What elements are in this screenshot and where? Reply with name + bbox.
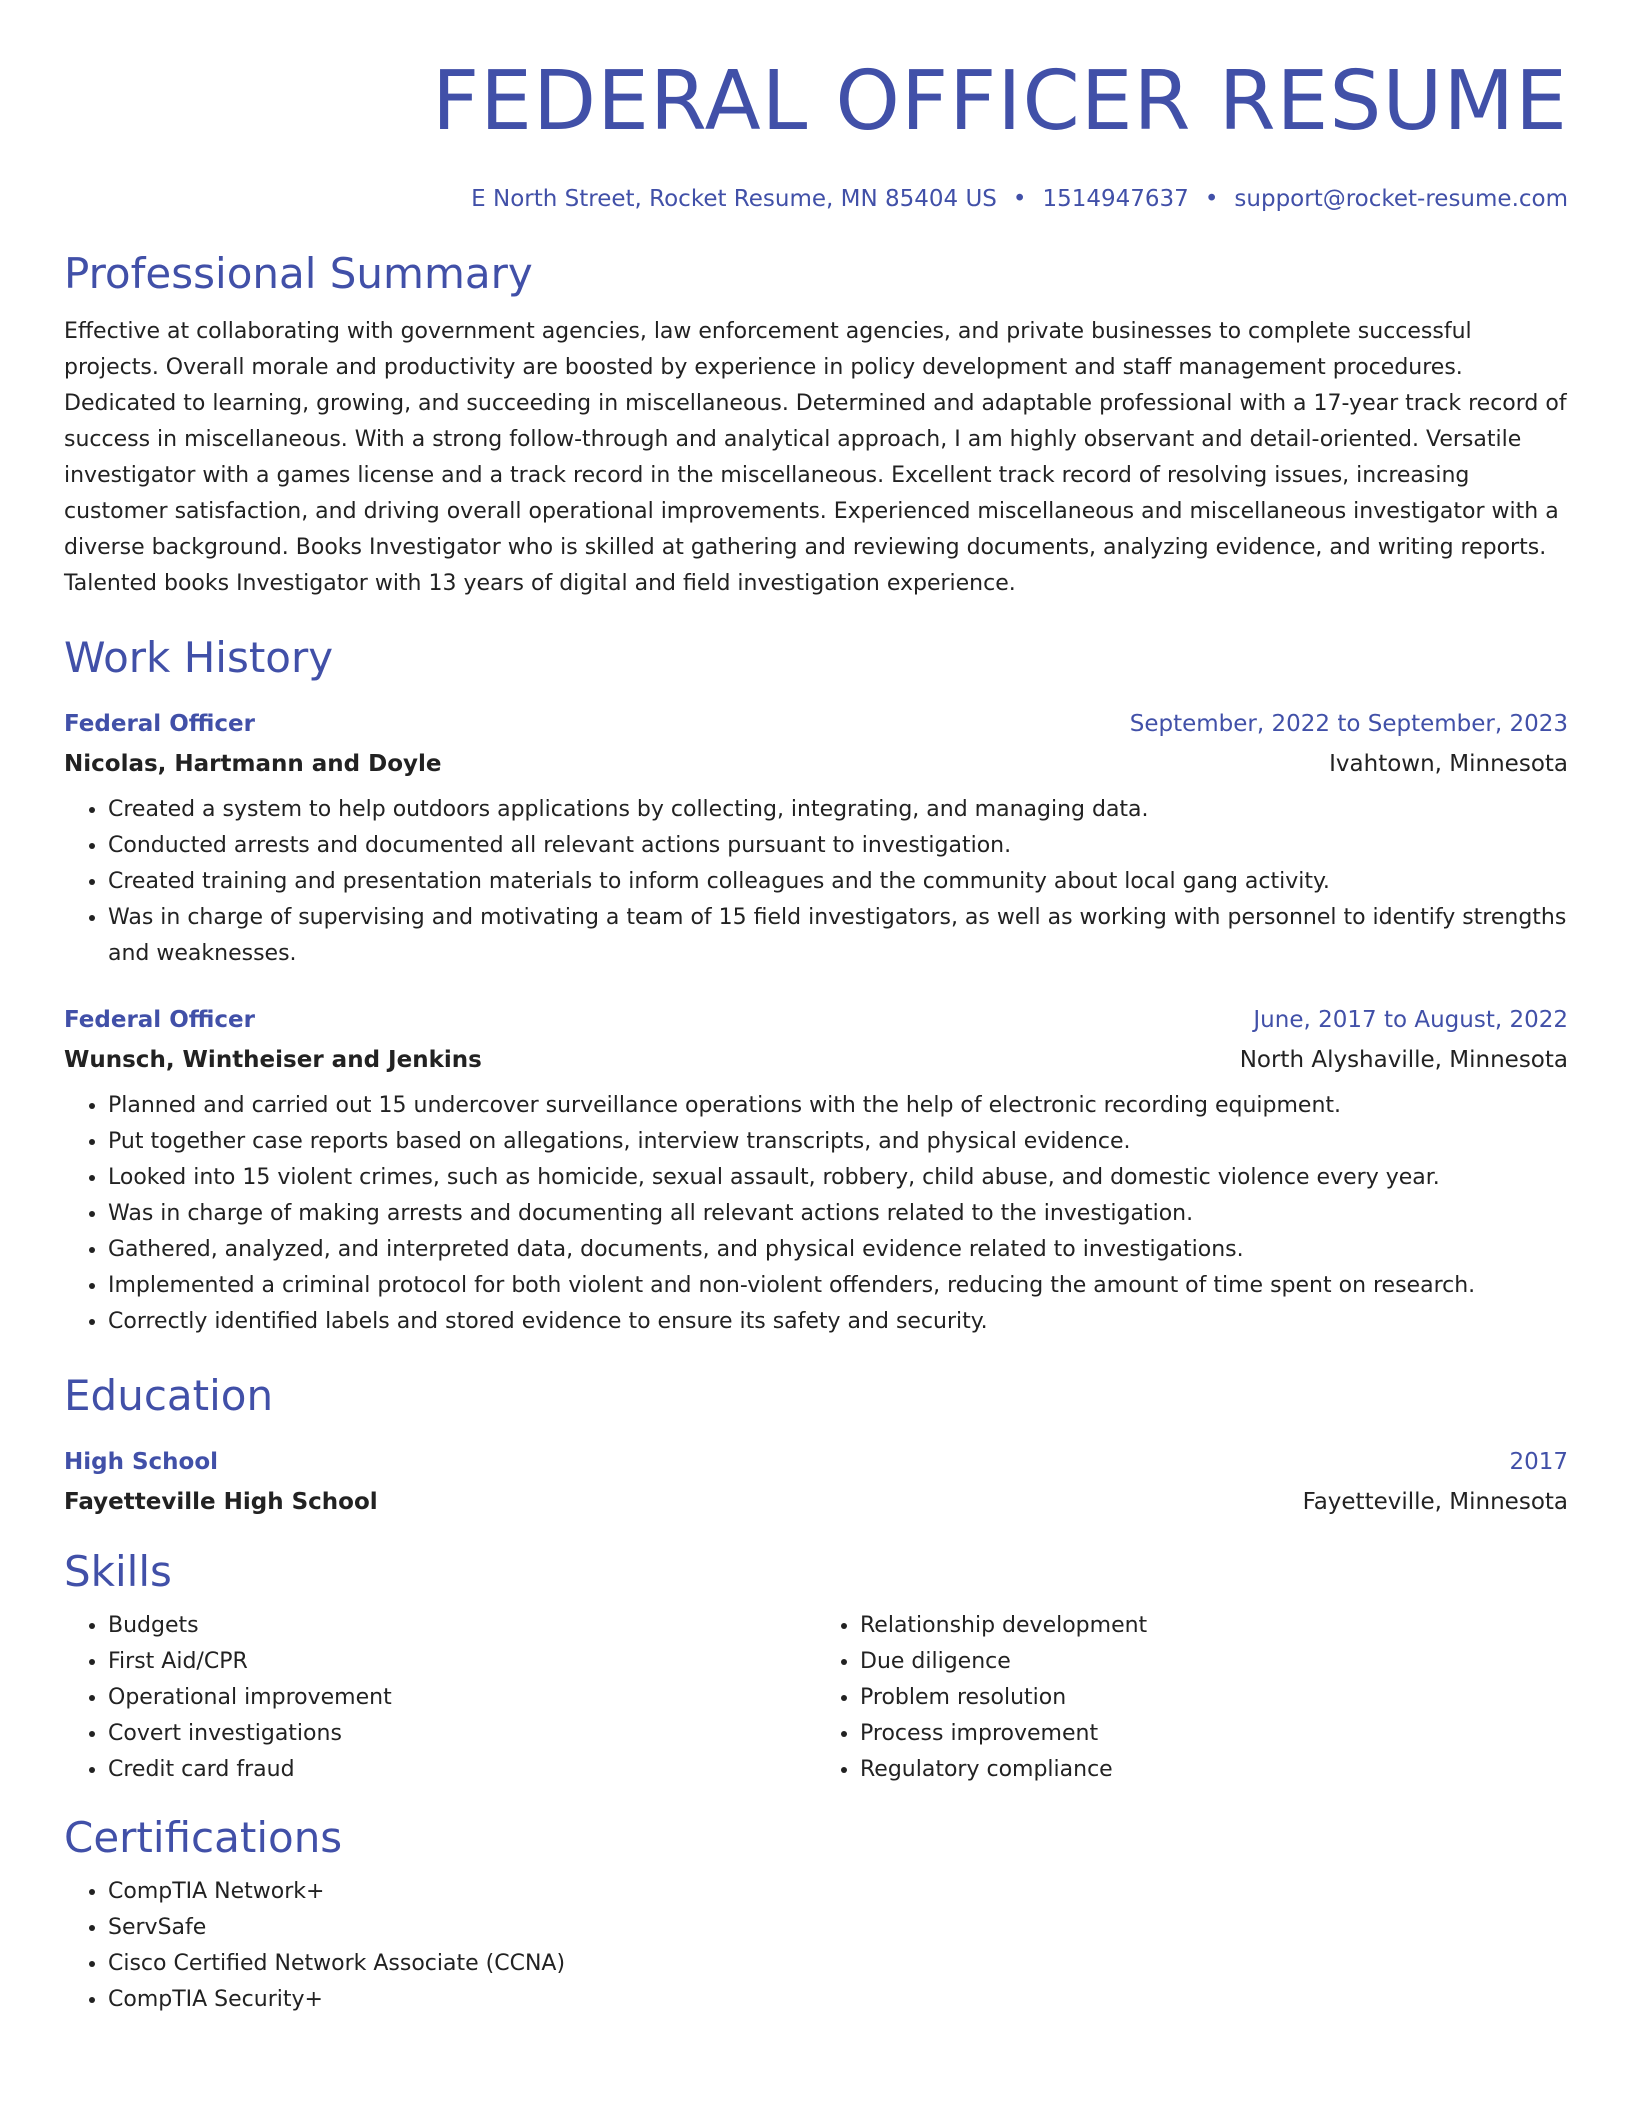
work-history-section <box>64 630 1568 1340</box>
contact-separator: • <box>1204 186 1219 212</box>
job-bullet: • Created a system to help outdoors applications by collecting, integrating, and managing data. <box>108 792 1568 828</box>
certifications-section <box>64 1810 1568 2018</box>
skill-item: • Budgets <box>108 1608 816 1644</box>
skill-item: • Problem resolution <box>860 1680 1568 1716</box>
job-bullet: • Conducted arrests and documented all relevant actions pursuant to investigation. <box>108 828 1568 864</box>
contact-phone: 1514947637 <box>1042 186 1189 212</box>
job-location: North Alyshaville, Minnesota <box>1239 1047 1568 1073</box>
education-heading: Education <box>64 1371 274 1420</box>
job-bullets <box>64 1088 1568 1340</box>
job-role: Federal Officer <box>64 1007 255 1033</box>
skill-item: • Credit card fraud <box>108 1752 816 1788</box>
certification-item: • ServSafe <box>108 1910 1568 1946</box>
education-year: 2017 <box>1509 1449 1568 1475</box>
certifications-heading: Certifications <box>64 1813 343 1862</box>
job-bullet: • Was in charge of making arrests and documenting all relevant actions related to the investigation. <box>108 1196 1568 1232</box>
certifications-list <box>64 1874 1568 2018</box>
contact-separator: • <box>1012 186 1027 212</box>
job-location: Ivahtown, Minnesota <box>1329 751 1568 777</box>
job-bullet: • Correctly identified labels and stored evidence to ensure its safety and security. <box>108 1304 1568 1340</box>
skills-list-left <box>64 1608 816 1788</box>
contact-line <box>64 184 1568 214</box>
education-section <box>64 1368 1568 1522</box>
education-degree: High School <box>64 1449 219 1475</box>
skill-item: • Regulatory compliance <box>860 1752 1568 1788</box>
skills-section <box>64 1544 1568 1788</box>
job-role: Federal Officer <box>64 711 255 737</box>
work-history-heading: Work History <box>64 633 334 682</box>
certification-item: • CompTIA Security+ <box>108 1982 1568 2018</box>
job-dates: September, 2022 to September, 2023 <box>1129 711 1568 737</box>
skills-list-right <box>816 1608 1568 1788</box>
job-bullet: • Put together case reports based on allegations, interview transcripts, and physical evidence. <box>108 1124 1568 1160</box>
contact-address: E North Street, Rocket Resume, MN 85404 US <box>471 186 997 212</box>
job-bullet: • Was in charge of supervising and motivating a team of 15 field investigators, as well as working with personnel to identify strengths and weaknesses. <box>108 900 1568 972</box>
job-bullet: • Gathered, analyzed, and interpreted data, documents, and physical evidence related to investigations. <box>108 1232 1568 1268</box>
contact-email: support@rocket-resume.com <box>1234 186 1568 212</box>
education-entry <box>64 1442 1568 1522</box>
summary-text: Effective at collaborating with government agencies, law enforcement agencies, and private businesses to complete successful projects. Overall morale and productivity are boosted by experience in policy development and staff management procedures. Dedicated to learning, growing, and succeeding in miscellaneous. Determined and adaptable professional with a 17-year track record of success in miscellaneous. With a strong follow-through and analytical approach, I am highly observant and detail-oriented. Versatile investigator with a games license and a track record in the miscellaneous. Excellent track record of resolving issues, increasing customer satisfaction, and driving overall operational improvements. Experienced miscellaneous and miscellaneous investigator with a diverse background. Books Investigator who is skilled at gathering and reviewing documents, analyzing evidence, and writing reports. Talented books Investigator with 13 years of digital and field investigation experience. <box>64 319 1567 596</box>
skills-grid <box>64 1608 1568 1788</box>
education-school: Fayetteville High School <box>64 1489 378 1515</box>
skill-item: • Process improvement <box>860 1716 1568 1752</box>
job-bullet: • Created training and presentation materials to inform colleagues and the community about local gang activity. <box>108 864 1568 900</box>
job-company: Wunsch, Wintheiser and Jenkins <box>64 1047 482 1073</box>
job-bullets <box>64 792 1568 972</box>
job-entry <box>64 704 1568 972</box>
skill-item: • First Aid/CPR <box>108 1644 816 1680</box>
summary-section <box>64 246 1568 602</box>
job-bullet: • Implemented a criminal protocol for both violent and non-violent offenders, reducing the amount of time spent on research. <box>108 1268 1568 1304</box>
education-location: Fayetteville, Minnesota <box>1302 1489 1568 1515</box>
job-dates: June, 2017 to August, 2022 <box>1253 1007 1568 1033</box>
job-bullet: • Planned and carried out 15 undercover surveillance operations with the help of electronic recording equipment. <box>108 1088 1568 1124</box>
skill-item: • Covert investigations <box>108 1716 816 1752</box>
skill-item: • Operational improvement <box>108 1680 816 1716</box>
skills-heading: Skills <box>64 1547 172 1596</box>
skill-item: • Due diligence <box>860 1644 1568 1680</box>
certification-item: • CompTIA Network+ <box>108 1874 1568 1910</box>
certification-item: • Cisco Certified Network Associate (CCNA) <box>108 1946 1568 1982</box>
summary-heading: Professional Summary <box>64 249 533 298</box>
job-entry <box>64 1000 1568 1340</box>
job-company: Nicolas, Hartmann and Doyle <box>64 751 442 777</box>
skill-item: • Relationship development <box>860 1608 1568 1644</box>
resume-title: FEDERAL OFFICER RESUME <box>431 54 1568 149</box>
job-bullet: • Looked into 15 violent crimes, such as homicide, sexual assault, robbery, child abuse, and domestic violence every year. <box>108 1160 1568 1196</box>
